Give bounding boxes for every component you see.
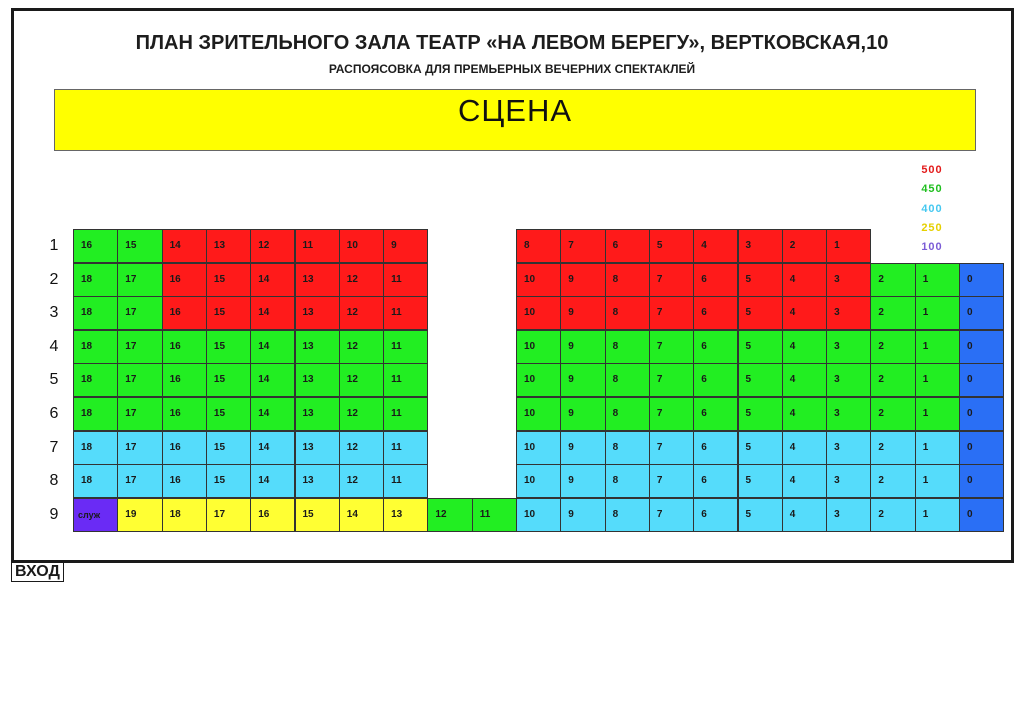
- seat[interactable]: 1: [915, 397, 960, 431]
- seat[interactable]: 10: [516, 296, 561, 330]
- seat[interactable]: 4: [782, 464, 827, 498]
- seat[interactable]: 9: [560, 464, 605, 498]
- seat[interactable]: 16: [162, 330, 207, 364]
- seat[interactable]: 18: [73, 263, 118, 297]
- seat[interactable]: 16: [162, 263, 207, 297]
- seat[interactable]: 4: [782, 330, 827, 364]
- seat[interactable]: 14: [250, 296, 295, 330]
- seat[interactable]: 13: [295, 397, 340, 431]
- seat[interactable]: 9: [560, 330, 605, 364]
- seat[interactable]: 0: [959, 464, 1004, 498]
- seat[interactable]: 2: [870, 263, 915, 297]
- seat[interactable]: 13: [295, 263, 340, 297]
- seat[interactable]: 11: [383, 296, 428, 330]
- seat[interactable]: 5: [738, 330, 783, 364]
- row-number: 4: [49, 337, 59, 355]
- seat[interactable]: 12: [427, 498, 472, 532]
- seat[interactable]: 3: [826, 498, 871, 532]
- seat[interactable]: 17: [117, 330, 162, 364]
- seat[interactable]: 1: [915, 263, 960, 297]
- seat[interactable]: 7: [649, 363, 694, 397]
- legend-price-purple: 100: [921, 241, 943, 254]
- seat[interactable]: 10: [516, 263, 561, 297]
- row-number: 2: [49, 270, 59, 288]
- seat[interactable]: 9: [383, 229, 428, 263]
- seat[interactable]: 2: [870, 330, 915, 364]
- legend-price-red: 500: [921, 164, 943, 176]
- seat[interactable]: 5: [649, 229, 694, 263]
- seat[interactable]: 10: [516, 431, 561, 465]
- seat[interactable]: 13: [383, 498, 428, 532]
- seat[interactable]: 10: [339, 229, 384, 263]
- seat[interactable]: 14: [250, 431, 295, 465]
- seat[interactable]: 3: [826, 330, 871, 364]
- seat[interactable]: 5: [738, 498, 783, 532]
- seat[interactable]: 11: [383, 464, 428, 498]
- seat[interactable]: 5: [738, 397, 783, 431]
- seat[interactable]: 4: [782, 263, 827, 297]
- seat[interactable]: 16: [162, 431, 207, 465]
- seat[interactable]: 3: [826, 296, 871, 330]
- seat[interactable]: 8: [605, 363, 650, 397]
- seat[interactable]: 6: [693, 397, 738, 431]
- seat[interactable]: 16: [162, 397, 207, 431]
- seat[interactable]: служ: [73, 498, 118, 532]
- seat[interactable]: 14: [162, 229, 207, 263]
- seat[interactable]: 5: [738, 464, 783, 498]
- seat[interactable]: 17: [117, 464, 162, 498]
- seat[interactable]: 15: [206, 363, 251, 397]
- seat[interactable]: 9: [560, 498, 605, 532]
- seat[interactable]: 13: [295, 296, 340, 330]
- seat[interactable]: 10: [516, 397, 561, 431]
- seat[interactable]: 3: [826, 263, 871, 297]
- seat[interactable]: 1: [915, 330, 960, 364]
- seat[interactable]: 8: [605, 464, 650, 498]
- seat[interactable]: 11: [383, 397, 428, 431]
- seat[interactable]: 7: [649, 296, 694, 330]
- seat[interactable]: 0: [959, 263, 1004, 297]
- seat[interactable]: 3: [826, 363, 871, 397]
- seat[interactable]: 2: [870, 296, 915, 330]
- seat[interactable]: 0: [959, 296, 1004, 330]
- seat[interactable]: 6: [693, 363, 738, 397]
- seat[interactable]: 11: [472, 498, 517, 532]
- seat[interactable]: 6: [693, 296, 738, 330]
- seat[interactable]: 2: [870, 464, 915, 498]
- row-number: 5: [49, 371, 59, 389]
- seat[interactable]: 17: [117, 431, 162, 465]
- seat[interactable]: 8: [605, 330, 650, 364]
- seat[interactable]: 1: [915, 296, 960, 330]
- page-subtitle: РАСПОЯСОВКА ДЛЯ ПРЕМЬЕРНЫХ ВЕЧЕРНИХ СПЕКТАКЛЕЙ: [328, 62, 696, 76]
- seat[interactable]: 16: [162, 363, 207, 397]
- seat[interactable]: 16: [162, 464, 207, 498]
- seat[interactable]: 5: [738, 263, 783, 297]
- stage: [54, 89, 976, 151]
- seat[interactable]: 14: [250, 464, 295, 498]
- row-number: 9: [49, 505, 59, 523]
- seat[interactable]: 17: [117, 263, 162, 297]
- seat[interactable]: 12: [339, 296, 384, 330]
- seat[interactable]: 15: [206, 431, 251, 465]
- seat[interactable]: 7: [649, 498, 694, 532]
- seat[interactable]: 19: [117, 498, 162, 532]
- seat[interactable]: 2: [870, 498, 915, 532]
- seat[interactable]: 13: [295, 464, 340, 498]
- entrance-label: ВХОД: [11, 563, 64, 582]
- seat[interactable]: 17: [117, 397, 162, 431]
- seat[interactable]: 7: [560, 229, 605, 263]
- seat[interactable]: 12: [339, 363, 384, 397]
- row-number: 3: [49, 304, 59, 322]
- seat[interactable]: 18: [162, 498, 207, 532]
- seat[interactable]: 8: [605, 263, 650, 297]
- seat[interactable]: 2: [870, 431, 915, 465]
- seat[interactable]: 1: [915, 431, 960, 465]
- seat[interactable]: 4: [782, 397, 827, 431]
- seat[interactable]: 16: [162, 296, 207, 330]
- seat[interactable]: 3: [826, 464, 871, 498]
- seat[interactable]: 4: [782, 431, 827, 465]
- seat[interactable]: 18: [73, 330, 118, 364]
- seat[interactable]: 7: [649, 464, 694, 498]
- seat[interactable]: 15: [206, 263, 251, 297]
- seat[interactable]: 11: [383, 263, 428, 297]
- seat[interactable]: 10: [516, 363, 561, 397]
- seat[interactable]: 8: [605, 397, 650, 431]
- row-number: 1: [49, 237, 59, 254]
- seat[interactable]: 9: [560, 397, 605, 431]
- seat[interactable]: 18: [73, 431, 118, 465]
- seat[interactable]: 17: [117, 363, 162, 397]
- seat[interactable]: 8: [516, 229, 561, 263]
- seat[interactable]: 15: [206, 397, 251, 431]
- seat[interactable]: 8: [605, 296, 650, 330]
- row-number: 6: [49, 405, 59, 422]
- seat[interactable]: 7: [649, 431, 694, 465]
- seat[interactable]: 4: [782, 296, 827, 330]
- seat[interactable]: 9: [560, 296, 605, 330]
- seat[interactable]: 11: [383, 363, 428, 397]
- seat[interactable]: 15: [206, 296, 251, 330]
- seat[interactable]: 12: [339, 431, 384, 465]
- seat[interactable]: 2: [870, 397, 915, 431]
- seat[interactable]: 5: [738, 296, 783, 330]
- seat[interactable]: 1: [826, 229, 871, 263]
- seat[interactable]: 15: [117, 229, 162, 263]
- seat[interactable]: 7: [649, 397, 694, 431]
- seat[interactable]: 14: [339, 498, 384, 532]
- seat[interactable]: 5: [738, 431, 783, 465]
- seat[interactable]: 13: [206, 229, 251, 263]
- seat[interactable]: 12: [339, 397, 384, 431]
- seat[interactable]: 1: [915, 498, 960, 532]
- seat[interactable]: 14: [250, 363, 295, 397]
- seat[interactable]: 6: [693, 330, 738, 364]
- seat[interactable]: 13: [295, 363, 340, 397]
- seat[interactable]: 9: [560, 363, 605, 397]
- seat[interactable]: 4: [782, 498, 827, 532]
- seat[interactable]: 3: [826, 397, 871, 431]
- page-title: ПЛАН ЗРИТЕЛЬНОГО ЗАЛА ТЕАТР «НА ЛЕВОМ БЕРЕГУ», ВЕРТКОВСКАЯ,10: [135, 32, 889, 54]
- seat[interactable]: 2: [870, 363, 915, 397]
- seat[interactable]: 10: [516, 464, 561, 498]
- seat[interactable]: 7: [649, 330, 694, 364]
- seat[interactable]: 7: [649, 263, 694, 297]
- seat[interactable]: 4: [782, 363, 827, 397]
- seat[interactable]: 16: [73, 229, 118, 263]
- seat[interactable]: 12: [339, 263, 384, 297]
- seat[interactable]: 0: [959, 330, 1004, 364]
- seat[interactable]: 11: [295, 229, 340, 263]
- seat[interactable]: 12: [250, 229, 295, 263]
- seat[interactable]: 9: [560, 263, 605, 297]
- row-number: 8: [49, 472, 59, 490]
- seat[interactable]: 6: [693, 498, 738, 532]
- seat[interactable]: 8: [605, 498, 650, 532]
- seat[interactable]: 15: [206, 330, 251, 364]
- seat[interactable]: 0: [959, 431, 1004, 465]
- seat[interactable]: 15: [295, 498, 340, 532]
- seat[interactable]: 0: [959, 397, 1004, 431]
- seat[interactable]: 11: [383, 431, 428, 465]
- seat[interactable]: 6: [605, 229, 650, 263]
- legend-price-green: 450: [921, 183, 943, 196]
- seat[interactable]: 17: [206, 498, 251, 532]
- seat[interactable]: 13: [295, 431, 340, 465]
- stage-label: СЦЕНА: [457, 93, 573, 128]
- seat[interactable]: 18: [73, 296, 118, 330]
- legend-price-yellow: 250: [921, 221, 943, 234]
- seat[interactable]: 15: [206, 464, 251, 498]
- seat[interactable]: 5: [738, 363, 783, 397]
- seat[interactable]: 18: [73, 397, 118, 431]
- seat[interactable]: 4: [693, 229, 738, 263]
- seat[interactable]: 10: [516, 498, 561, 532]
- price-legend: [904, 161, 960, 257]
- seat[interactable]: 6: [693, 464, 738, 498]
- seat[interactable]: 18: [73, 464, 118, 498]
- seat[interactable]: 2: [782, 229, 827, 263]
- seat[interactable]: 10: [516, 330, 561, 364]
- seat[interactable]: 14: [250, 263, 295, 297]
- seat[interactable]: 6: [693, 431, 738, 465]
- row-number: 7: [49, 438, 59, 456]
- seat[interactable]: 1: [915, 363, 960, 397]
- seat[interactable]: 12: [339, 330, 384, 364]
- legend-price-cyan: 400: [921, 202, 943, 215]
- seat[interactable]: 6: [693, 263, 738, 297]
- seat[interactable]: 11: [383, 330, 428, 364]
- seat[interactable]: 3: [826, 431, 871, 465]
- seat[interactable]: 1: [915, 464, 960, 498]
- seat[interactable]: 0: [959, 498, 1004, 532]
- seat[interactable]: 3: [738, 229, 783, 263]
- seat[interactable]: 12: [339, 464, 384, 498]
- seat[interactable]: 8: [605, 431, 650, 465]
- seat[interactable]: 13: [295, 330, 340, 364]
- seat[interactable]: 17: [117, 296, 162, 330]
- seat[interactable]: 0: [959, 363, 1004, 397]
- seat[interactable]: 14: [250, 397, 295, 431]
- seat[interactable]: 14: [250, 330, 295, 364]
- seat[interactable]: 18: [73, 363, 118, 397]
- seat[interactable]: 9: [560, 431, 605, 465]
- seat[interactable]: 16: [250, 498, 295, 532]
